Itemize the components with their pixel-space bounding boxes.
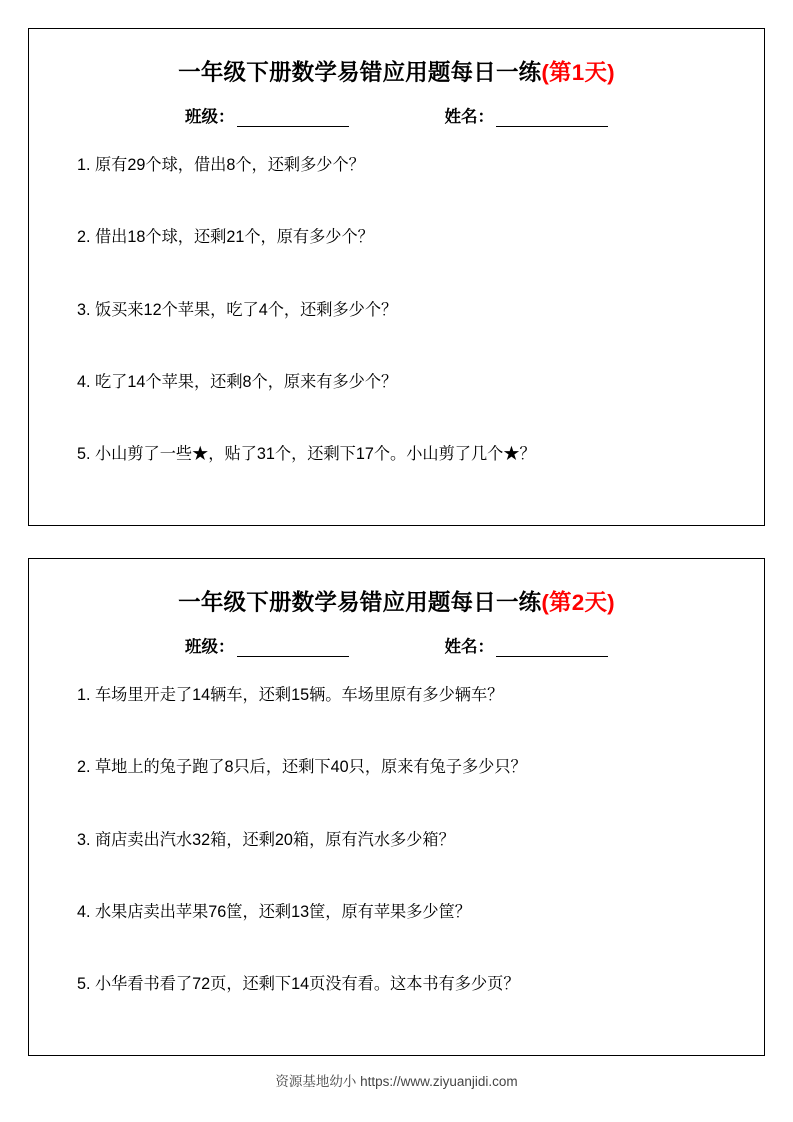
page-title <box>55 585 738 617</box>
problem-item: 2. 借出18个球，还剩21个，原有多少个？ <box>77 228 374 247</box>
problem-item: 4. 吃了14个苹果，还剩8个，原来有多少个？ <box>77 372 398 391</box>
problem-item: 4. 水果店卖出苹果76筐，还剩13筐，原有苹果多少筐？ <box>77 902 471 921</box>
problem-item: 2. 草地上的兔子跑了8只后，还剩下40只，原来有兔子多少只？ <box>77 758 527 777</box>
problem-item: 3. 商店卖出汽水32箱，还剩20箱，原有汽水多少箱？ <box>77 830 455 849</box>
worksheet-title-text: 一年级下册数学易错应用题每日一练 <box>178 60 542 85</box>
name-field <box>445 633 609 657</box>
class-field <box>185 103 349 127</box>
class-input-blank[interactable] <box>237 642 349 657</box>
class-label: 班级： <box>185 108 235 126</box>
problem-item: 3. 饭买来12个苹果，吃了4个，还剩多少个？ <box>77 300 398 319</box>
name-input-blank[interactable] <box>496 112 608 127</box>
name-label: 姓名： <box>444 638 494 656</box>
name-label: 姓名： <box>444 108 494 126</box>
class-field <box>185 633 349 657</box>
problem-item: 5. 小山剪了一些★，贴了31个，还剩下17个。小山剪了几个★？ <box>77 445 536 464</box>
student-info-row <box>55 103 738 127</box>
worksheet-day-badge: (第1天) <box>541 60 615 85</box>
class-input-blank[interactable] <box>237 112 349 127</box>
problem-item: 1. 车场里开走了14辆车，还剩15辆。车场里原有多少辆车？ <box>77 686 504 704</box>
name-field <box>445 103 609 127</box>
worksheet-day-2 <box>28 558 765 1056</box>
footer-watermark: 资源基地幼小 https://www.ziyuanjidi.com <box>275 1074 518 1089</box>
worksheet-day-badge: (第2天) <box>541 590 615 615</box>
class-label: 班级： <box>185 638 235 656</box>
problem-list <box>55 683 738 996</box>
student-info-row <box>55 633 738 657</box>
page-title <box>55 55 738 87</box>
problem-item: 5. 小华看书看了72页，还剩下14页没有看。这本书有多少页？ <box>77 975 520 994</box>
name-input-blank[interactable] <box>496 642 608 657</box>
problem-item: 1. 原有29个球，借出8个，还剩多少个？ <box>77 156 365 174</box>
problem-list <box>55 153 738 466</box>
worksheet-day-1 <box>28 28 765 526</box>
worksheet-title-text: 一年级下册数学易错应用题每日一练 <box>178 590 542 615</box>
